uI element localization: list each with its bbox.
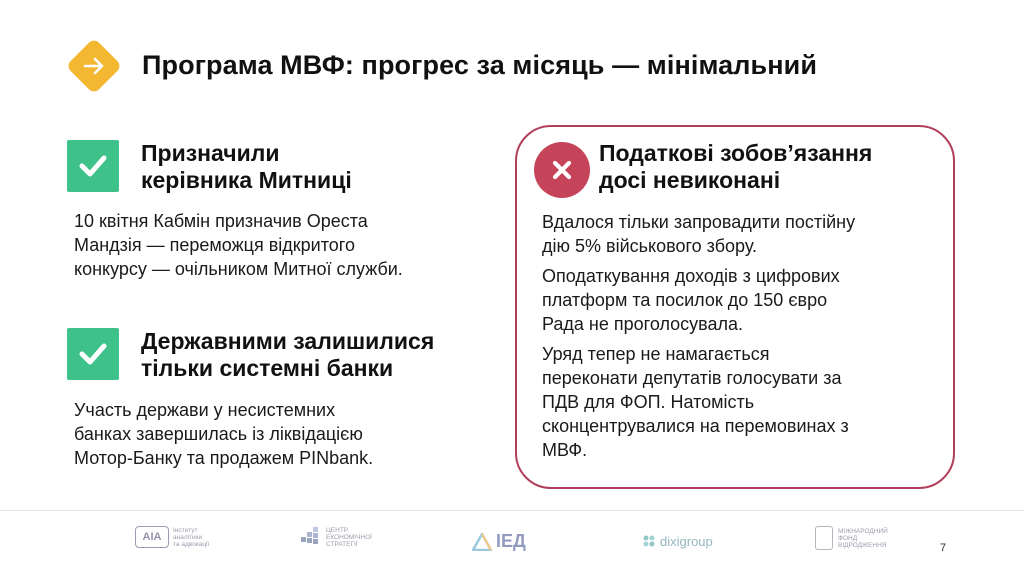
heading-line: керівника Митниці — [141, 167, 352, 193]
text-line: переконати депутатів голосувати за — [542, 368, 842, 388]
text-line: Мотор-Банку та продажем PINbank. — [74, 448, 374, 468]
logo-text: ФОНД — [838, 534, 858, 542]
item-banks-head — [67, 328, 434, 382]
logo-text: СТРАТЕГІЇ — [326, 540, 358, 548]
item-customs-head — [67, 140, 352, 194]
page-number: 7 — [940, 542, 947, 554]
logo-dixigroup — [641, 533, 713, 549]
heading-line: Призначили — [141, 140, 280, 166]
item-customs-text — [74, 209, 403, 281]
arrow-right-icon — [66, 38, 123, 95]
heading-line: тільки системні банки — [141, 355, 394, 381]
aia-mark: AIA — [135, 526, 169, 548]
dixi-mark-icon — [641, 533, 657, 549]
logo-text: ЦЕНТР — [326, 526, 349, 534]
irf-text — [838, 528, 888, 549]
card-paragraph-2 — [542, 264, 942, 336]
text-line: Участь держави у несистемних — [74, 400, 336, 420]
heading-line: Податкові зобов’язання — [599, 140, 873, 166]
item-banks-heading — [141, 328, 434, 382]
heading-line: Державними залишилися — [141, 328, 435, 354]
logo-irf — [815, 526, 888, 550]
logo-ied — [472, 531, 526, 552]
slide-title: Програма МВФ: прогрес за місяць — мінімальний — [142, 50, 818, 80]
irf-mark-icon — [815, 526, 833, 550]
checkmark-icon — [67, 328, 119, 380]
card-paragraph-1 — [542, 210, 942, 258]
logo-text: Інститут — [173, 526, 198, 534]
aia-text — [173, 527, 209, 548]
ied-text: IEД — [496, 531, 526, 551]
text-line: 10 квітня Кабмін призначив Ореста — [74, 211, 368, 231]
card-heading — [599, 140, 872, 194]
item-customs-heading — [141, 140, 352, 194]
text-line: Оподаткування доходів з цифрових — [542, 266, 840, 286]
footer-divider — [0, 510, 1024, 511]
cross-icon — [534, 142, 590, 198]
ied-triangle-icon — [472, 533, 492, 551]
ces-mark-icon — [300, 526, 322, 548]
logo-text: МІЖНАРОДНИЙ — [838, 527, 888, 535]
logo-text: аналітики — [173, 533, 203, 541]
ces-text — [326, 527, 372, 548]
text-line: Уряд тепер не намагається — [542, 344, 770, 364]
text-line: МВФ. — [542, 440, 588, 460]
text-line: конкурсу — очільником Митної служби. — [74, 259, 403, 279]
card-paragraph-3 — [542, 342, 942, 462]
heading-line: досі невиконані — [599, 167, 781, 193]
text-line: Рада не проголосувала. — [542, 314, 744, 334]
text-line: дію 5% військового збору. — [542, 236, 758, 256]
text-line: Вдалося тільки запровадити постійну — [542, 212, 856, 232]
dixi-text: dixigroup — [660, 533, 713, 549]
logo-text: та адвокації — [173, 540, 210, 548]
checkmark-icon — [67, 140, 119, 192]
text-line: ПДВ для ФОП. Натомість — [542, 392, 755, 412]
logo-text: ВІДРОДЖЕННЯ — [838, 541, 887, 549]
logo-aia — [135, 526, 209, 548]
logo-text: ЕКОНОМІЧНОЇ — [326, 533, 372, 541]
text-line: платформ та посилок до 150 євро — [542, 290, 828, 310]
logo-ces — [300, 526, 372, 548]
text-line: банках завершилась із ліквідацією — [74, 424, 363, 444]
title-row — [66, 38, 114, 94]
text-line: Мандзія — переможця відкритого — [74, 235, 355, 255]
item-banks-text — [74, 398, 373, 470]
text-line: сконцентрувалися на перемовинах з — [542, 416, 849, 436]
